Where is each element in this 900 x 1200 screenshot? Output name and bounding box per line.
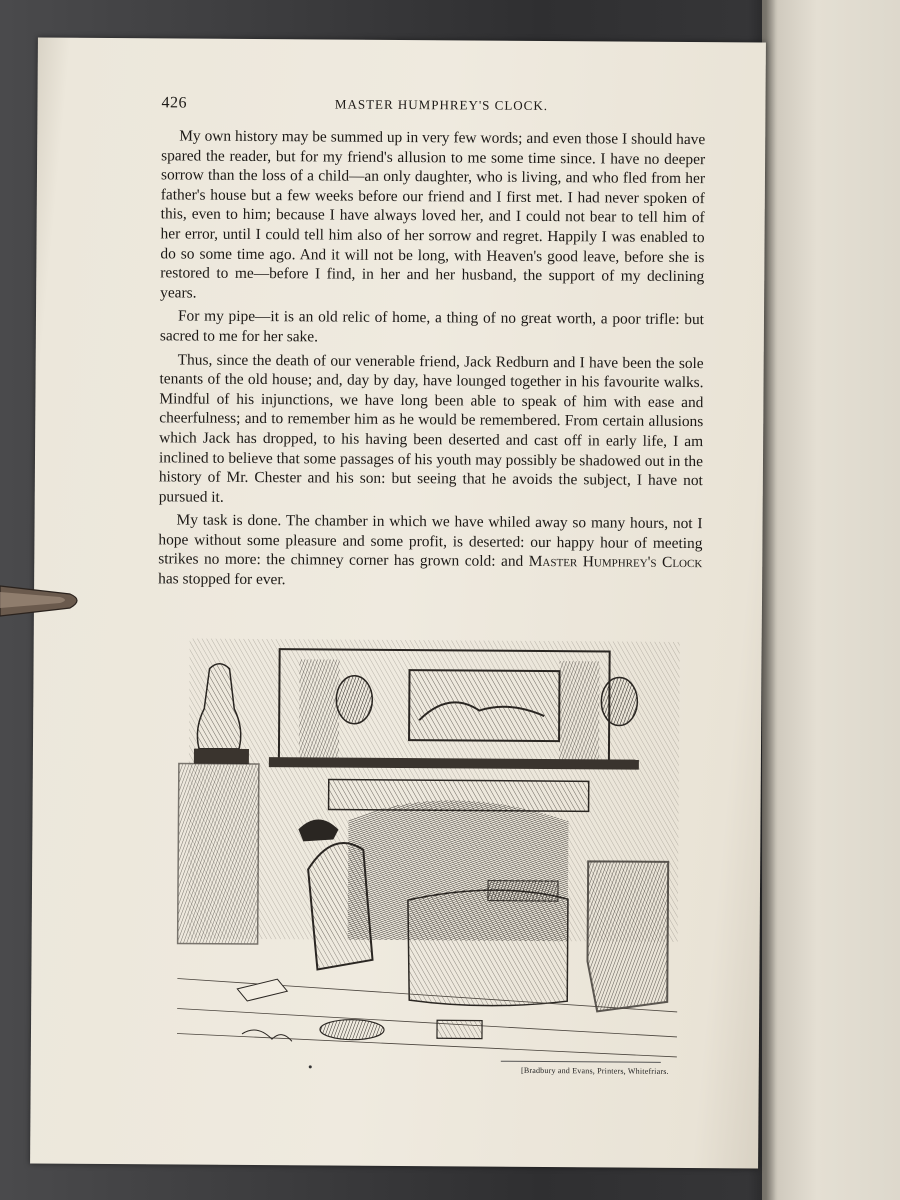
running-title: MASTER HUMPHREY'S CLOCK. — [334, 96, 549, 114]
imprint-rule — [501, 1061, 661, 1063]
body-text — [158, 126, 705, 596]
final-paragraph-text: My task is done. The chamber in which we have whiled away so many hours, not I hope without some pleasure and some profit, is deserted: our happy hour of meeting strikes no more: the chimney corner has grown cold: and — [158, 511, 703, 571]
facing-page — [762, 0, 900, 1200]
printer-mark — [309, 1065, 312, 1068]
final-paragraph-ending: has stopped for ever. — [158, 570, 286, 589]
printer-imprint: [Bradbury and Evans, Printers, Whitefriars. — [520, 1065, 669, 1076]
pen-pointer — [0, 578, 86, 624]
paragraph: My own history may be summed up in very few words; and even those I should have spared the reader, but for my friend's allusion to me some time since. I have no deeper sorrow than the loss of a child—an only daughter, who is living, and who fled from her father's house but a few weeks before our friend and I first met. I had never spoken of this, even to him; because I have always loved her, and I could not bear to tell him of her error, until I could tell him also of her sorrow and regret. Happily I was enabled to do so some time ago. And it will not be long, with Heaven's good leave, before she is restored to me—before I find, in her and her husband, the support of my declining years. — [160, 127, 706, 302]
page-number: 426 — [161, 94, 188, 112]
paragraph: Thus, since the death of our venerable friend, Jack Redburn and I have been the sole tenants of the old house; and, day by day, have lounged together in his favourite walks. Mindful of his injunctions, we have long been able to speak of him with ease and cheerfulness; and to remember him as he would be remembered. From certain allusions which Jack has dropped, to his having been deserted and cast off in early life, I am inclined to believe that some passages of his youth may possibly be shadowed out in the history of Mr. Chester and his son: but seeing that he avoids the subject, I have not pursued it. — [158, 350, 704, 506]
page-header — [161, 94, 721, 120]
fireplace-engraving — [147, 628, 690, 1062]
final-paragraph — [158, 511, 703, 593]
paragraph: For my pipe—it is an old relic of home, a thing of no great worth, a poor trifle: but sacred to me for her sake. — [159, 307, 705, 346]
book-title-small-caps: Master Humphrey's Clock — [528, 553, 703, 572]
book-page — [30, 37, 766, 1168]
